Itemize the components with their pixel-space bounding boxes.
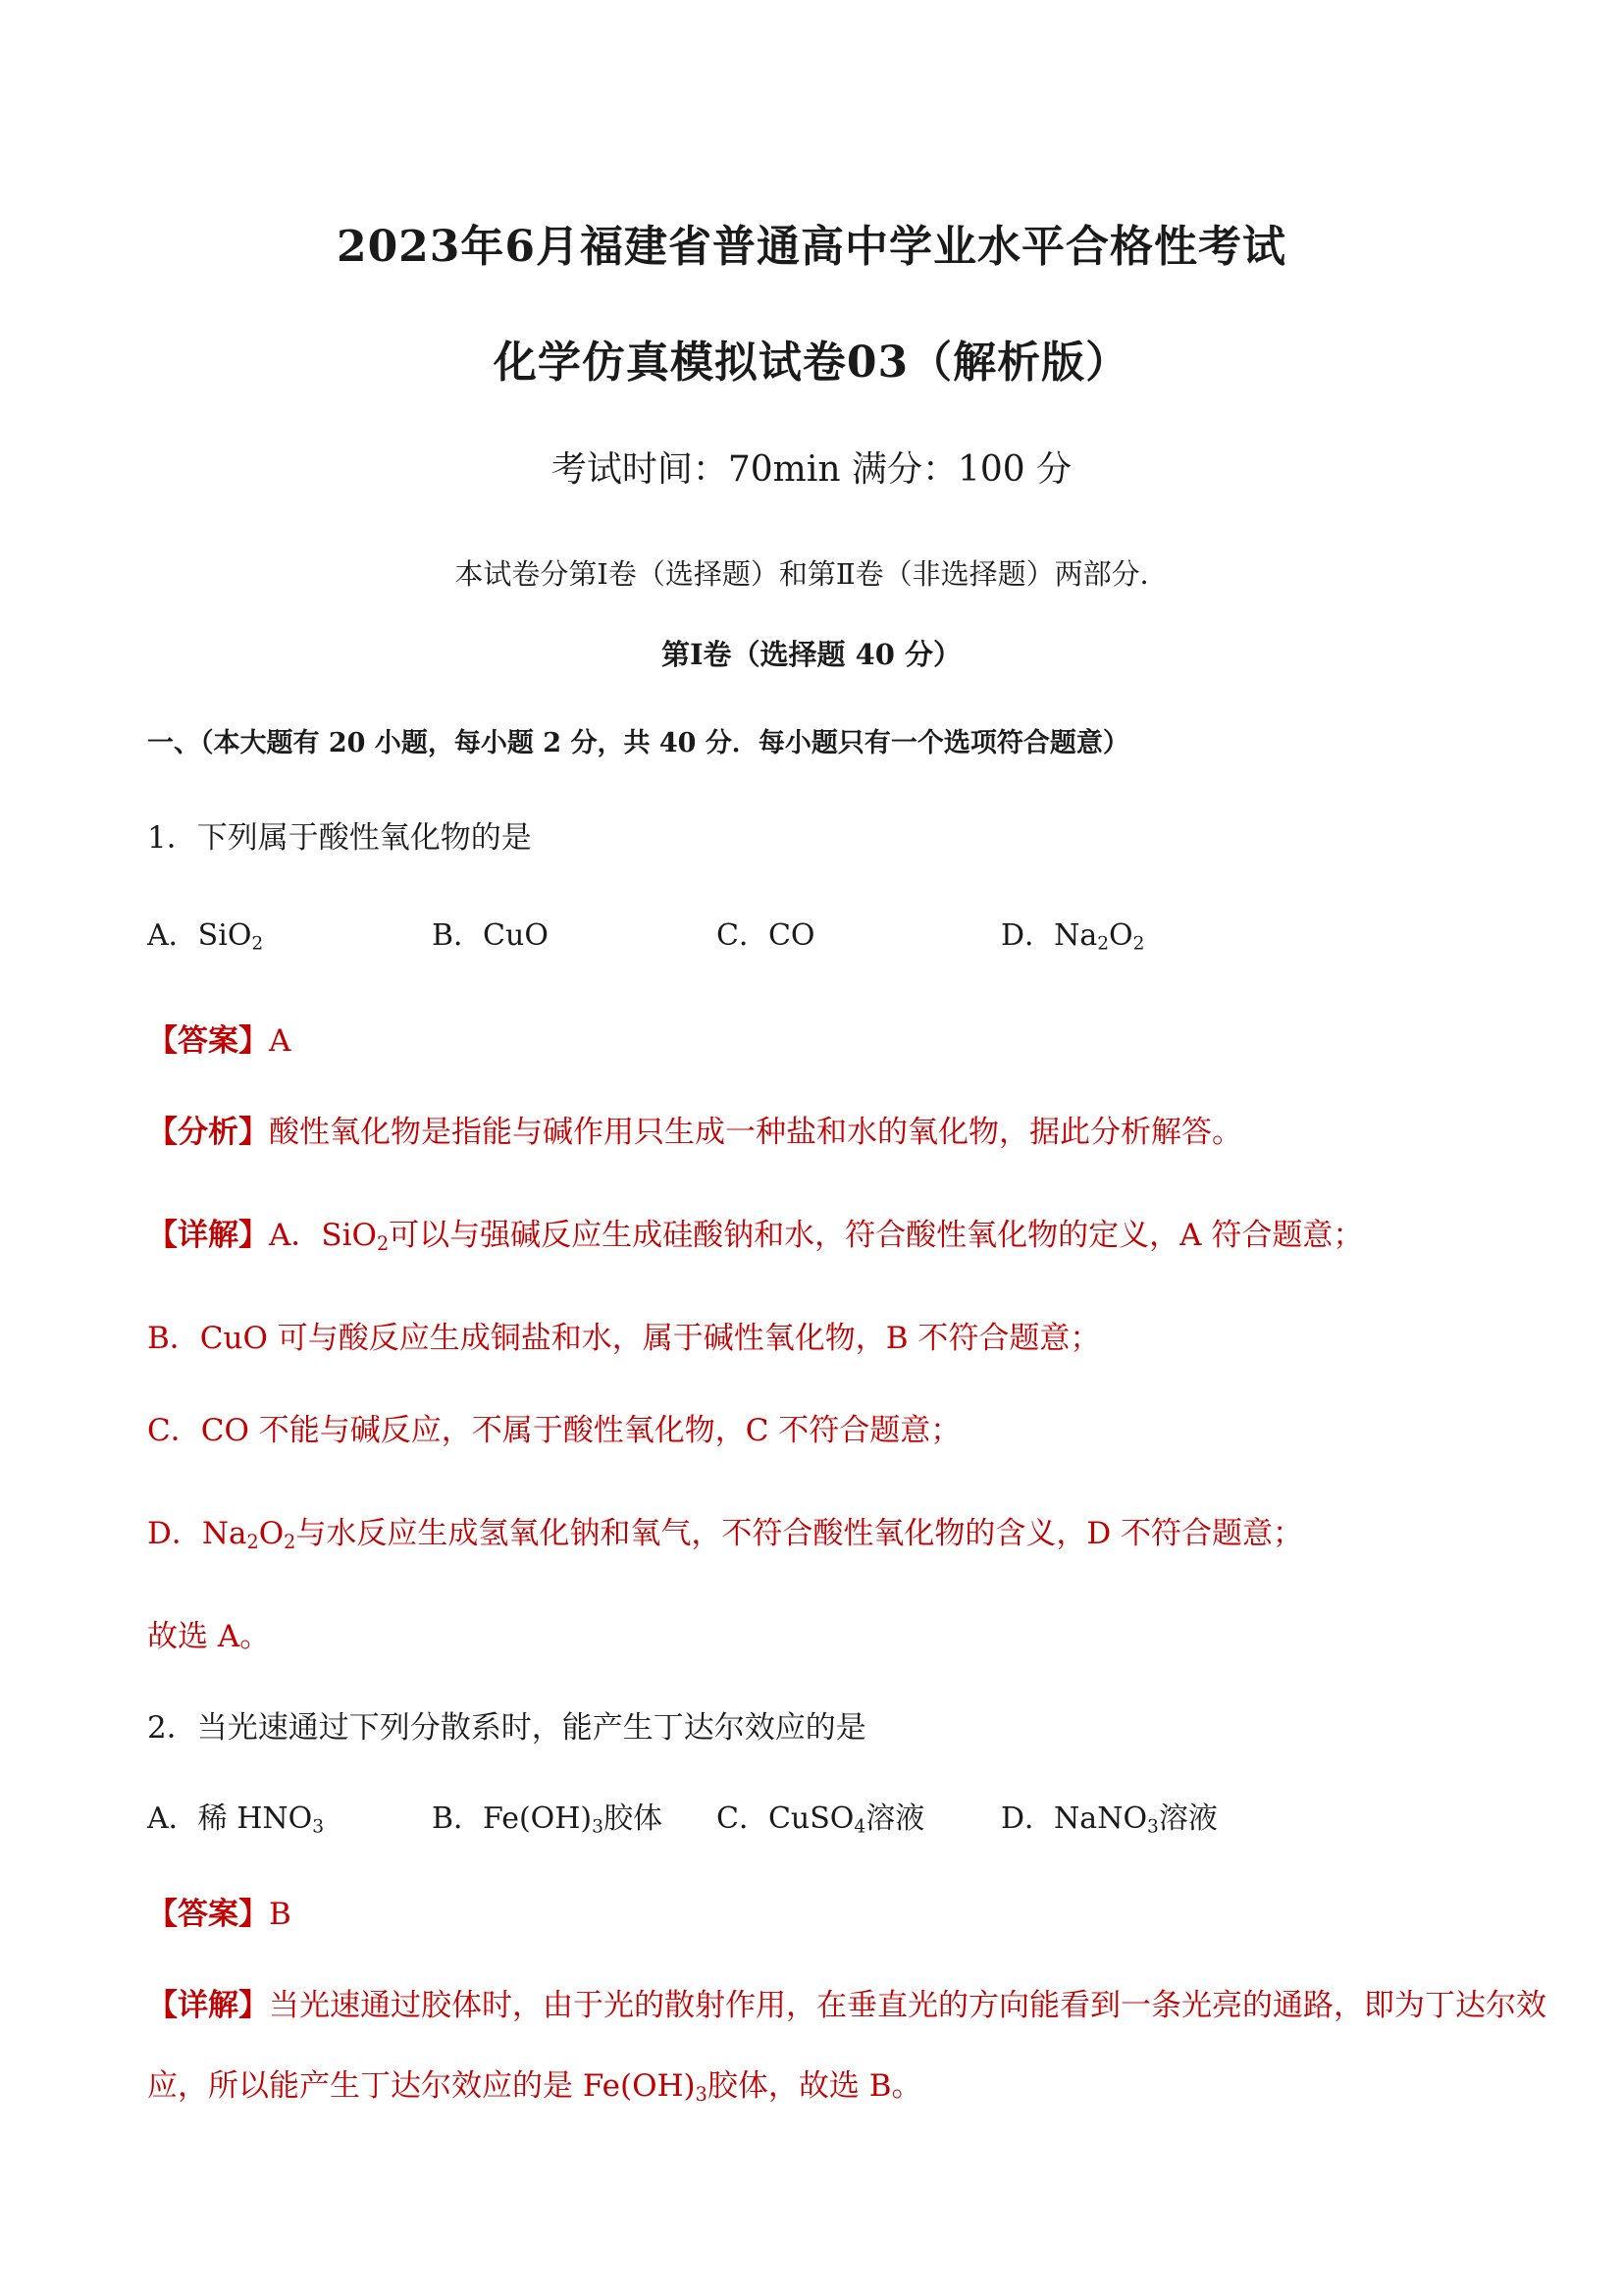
question-2-detail-line1: 【详解】当光速通过胶体时，由于光的散射作用，在垂直光的方向能看到一条光亮的通路，即为丁达尔效 [147, 1988, 1546, 2023]
question-2-option-d: D．NaNO$_3$溶液 [1001, 1801, 1218, 1838]
question-1-option-b: B．CuO [432, 918, 549, 953]
question-1-analysis: 【分析】酸性氧化物是指能与碱作用只生成一种盐和水的氧化物，据此分析解答。 [147, 1115, 1242, 1150]
question-1-option-d: D．$Na_2O_2$ [1001, 918, 1145, 955]
question-1-detail-b: B．CuO 可与酸反应生成铜盐和水，属于碱性氧化物，B 不符合题意； [147, 1321, 1101, 1356]
document-title-line2: 化学仿真模拟试卷03（解析版） [493, 338, 1130, 388]
part-title: 第Ⅰ卷（选择题 40 分） [660, 638, 963, 671]
question-2-option-b: B．$Fe(OH)_3$胶体 [432, 1801, 662, 1838]
exam-info: 考试时间：70min 满分：100 分 [550, 449, 1073, 490]
question-2-stem: 2．当光速通过下列分散系时，能产生丁达尔效应的是 [147, 1710, 866, 1746]
question-1-option-c: C．CO [716, 918, 815, 953]
question-2-option-a: A．稀 $HNO_3$ [147, 1801, 325, 1838]
question-1-stem: 1．下列属于酸性氧化物的是 [147, 820, 532, 856]
question-1-conclusion: 故选 A。 [147, 1619, 271, 1654]
question-2-detail-line2: 应，所以能产生丁达尔效应的是 $Fe(OH)_3$胶体，故选 B。 [147, 2068, 922, 2106]
question-1-option-a: A．SiO$_2$ [147, 918, 264, 955]
question-2-option-c: C．CuSO$_4$溶液 [716, 1801, 925, 1838]
question-1-detail-d: D．$Na_2O_2$与水反应生成氢氧化钠和氧气，不符合酸性氧化物的含义，D 不符合题意； [147, 1516, 1304, 1553]
question-1-answer: 【答案】A [147, 1023, 291, 1059]
exam-intro: 本试卷分第Ⅰ卷（选择题）和第Ⅱ卷（非选择题）两部分． [454, 557, 1169, 591]
document-title-line1: 2023年6月福建省普通高中学业水平合格性考试 [336, 222, 1287, 272]
question-1-detail-c: C．CO 不能与碱反应，不属于酸性氧化物，C 不符合题意； [147, 1413, 962, 1448]
question-2-answer: 【答案】B [147, 1897, 291, 1932]
question-1-detail-a: 【详解】A．SiO$_2$可以与强碱反应生成硅酸钠和水，符合酸性氧化物的定义，A 符合题意； [147, 1218, 1364, 1255]
section-title: 一、（本大题有 20 小题，每小题 2 分，共 40 分．每小题只有一个选项符合题意） [147, 728, 1129, 758]
